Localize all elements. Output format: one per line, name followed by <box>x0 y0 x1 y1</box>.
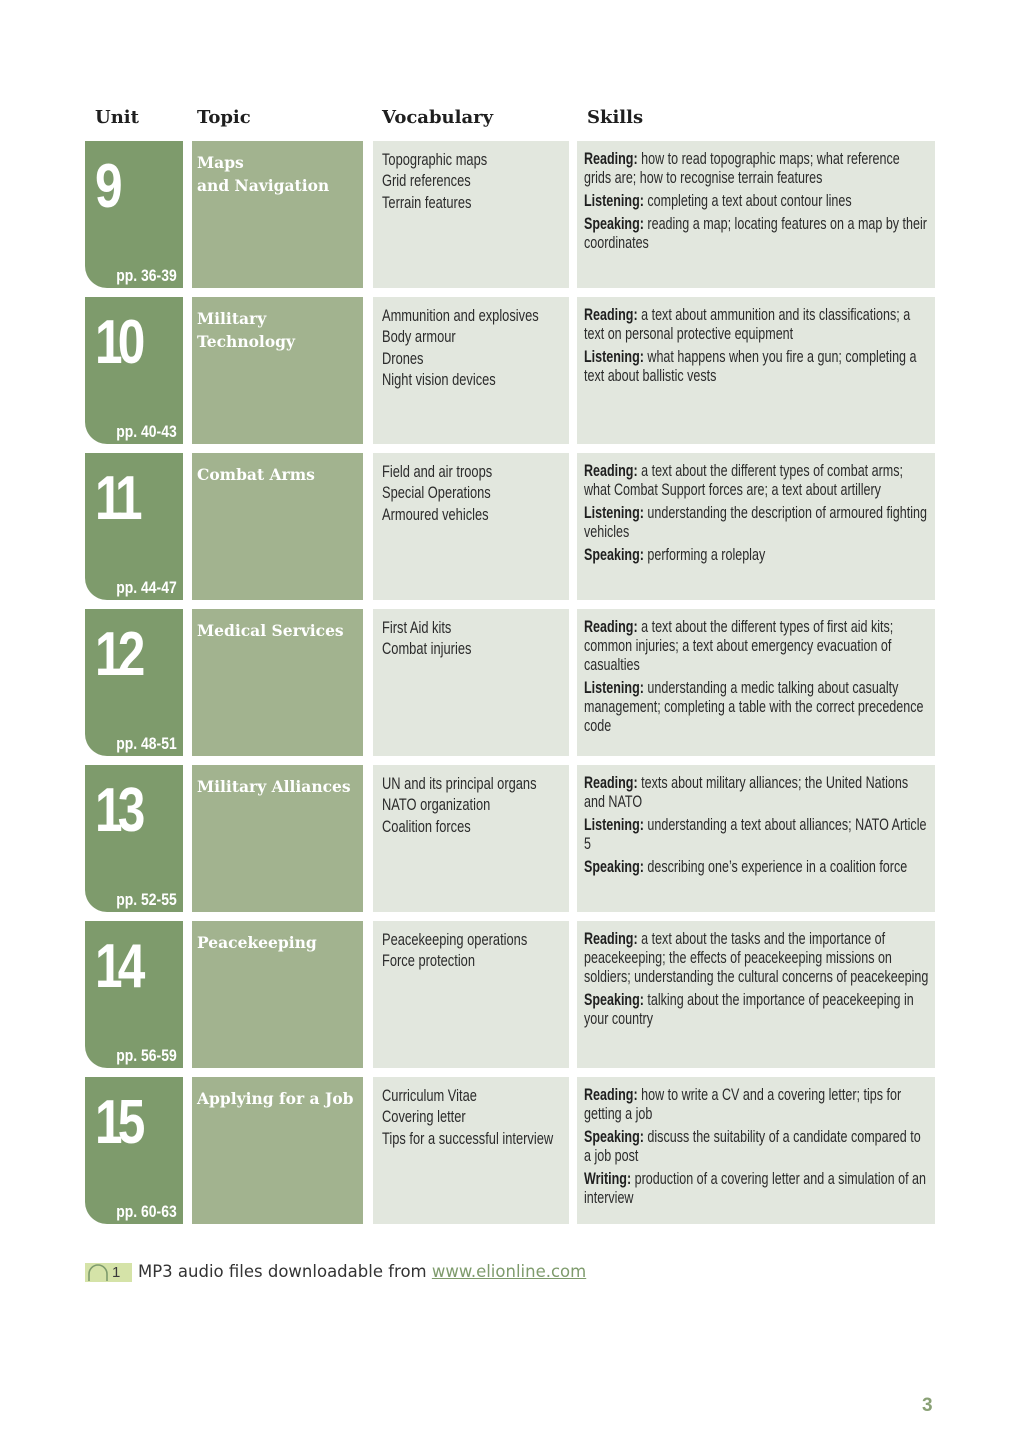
skills-cell <box>577 765 935 912</box>
unit-pages: pp. 36-39 <box>116 266 177 285</box>
topic-title: Maps and Navigation <box>197 153 330 195</box>
topic-cell <box>192 141 363 288</box>
skill-entry <box>584 215 929 253</box>
header-unit: Unit <box>95 107 139 128</box>
skill-entry <box>584 618 929 675</box>
vocabulary-item: Topographic maps <box>382 151 488 169</box>
unit-number: 12 <box>95 620 141 689</box>
audio-note-text: MP3 audio files downloadable from <box>138 1262 432 1281</box>
skills-list <box>584 306 929 390</box>
skill-entry <box>584 774 929 812</box>
header-skills: Skills <box>587 107 644 128</box>
unit-box <box>85 609 183 756</box>
vocabulary-item: Drones <box>382 349 424 368</box>
skill-label: Speaking: <box>584 858 644 876</box>
vocabulary-item: Force protection <box>382 952 476 971</box>
skill-entry <box>584 816 929 854</box>
vocabulary-item: Tips for a successful interview <box>382 1129 554 1148</box>
skill-text: understanding a medic talking about casualty management; completing a table with the correct precedence code <box>584 679 924 735</box>
skill-label: Listening: <box>584 348 644 366</box>
skill-label: Speaking: <box>584 991 644 1009</box>
skill-label: Speaking: <box>584 1128 644 1146</box>
skill-entry <box>584 306 929 344</box>
topic-title: Combat Arms <box>197 465 315 484</box>
topic-cell <box>192 297 363 444</box>
skill-text: discuss the suitability of a candidate compared to a job post <box>584 1128 921 1165</box>
vocabulary-item: Grid references <box>382 172 471 191</box>
unit-number: 9 <box>95 152 118 221</box>
vocabulary-item: Covering letter <box>382 1108 466 1127</box>
skill-label: Reading: <box>584 150 638 168</box>
skill-entry <box>584 1086 929 1124</box>
unit-row <box>85 609 935 756</box>
vocabulary-item: Special Operations <box>382 484 491 503</box>
vocabulary-cell <box>373 297 569 444</box>
unit-number: 10 <box>95 308 141 377</box>
skill-text: understanding the description of armoured fighting vehicles <box>584 504 927 541</box>
skills-list <box>584 774 929 881</box>
vocabulary-list <box>382 306 569 391</box>
audio-badge <box>85 1263 132 1282</box>
skill-text: a text about ammunition and its classifications; a text on personal protective equipment <box>584 306 911 343</box>
skill-label: Reading: <box>584 462 638 480</box>
skill-entry <box>584 930 929 987</box>
skills-cell <box>577 1077 935 1224</box>
skill-text: how to write a CV and a covering letter; tips for getting a job <box>584 1086 902 1123</box>
vocabulary-item: Curriculum Vitae <box>382 1087 477 1105</box>
unit-box <box>85 453 183 600</box>
skill-text: what happens when you fire a gun; completing a text about ballistic vests <box>584 348 917 385</box>
unit-pages: pp. 48-51 <box>116 734 177 753</box>
skill-text: production of a covering letter and a simulation of an interview <box>584 1170 926 1207</box>
vocabulary-item: UN and its principal organs <box>382 775 537 793</box>
vocabulary-item: First Aid kits <box>382 619 452 637</box>
skill-text: understanding a text about alliances; NATO Article 5 <box>584 816 927 853</box>
skill-label: Reading: <box>584 1086 638 1104</box>
unit-row <box>85 141 935 288</box>
skills-list <box>584 462 929 569</box>
unit-pages: pp. 44-47 <box>116 578 177 597</box>
vocabulary-item: Body armour <box>382 328 456 347</box>
skill-text: talking about the importance of peacekeeping in your country <box>584 991 914 1028</box>
unit-box <box>85 765 183 912</box>
skill-entry <box>584 679 929 736</box>
vocabulary-item: Field and air troops <box>382 463 493 481</box>
topic-cell <box>192 1077 363 1224</box>
audio-track-number: 1 <box>112 1264 121 1281</box>
skill-text: completing a text about contour lines <box>643 192 852 210</box>
header-vocabulary: Vocabulary <box>382 107 494 128</box>
skills-cell <box>577 141 935 288</box>
skill-text: performing a roleplay <box>643 546 766 564</box>
skill-entry <box>584 858 929 877</box>
unit-pages: pp. 56-59 <box>116 1046 177 1065</box>
page-number: 3 <box>922 1395 933 1416</box>
unit-row <box>85 765 935 912</box>
unit-pages: pp. 52-55 <box>116 890 177 909</box>
unit-number: 11 <box>95 464 138 533</box>
vocabulary-item: Armoured vehicles <box>382 505 489 524</box>
skill-text: a text about the different types of first aid kits; common injuries; a text about emergency evacuation of casualties <box>584 618 894 674</box>
unit-number: 15 <box>95 1088 141 1157</box>
unit-number: 13 <box>95 776 141 845</box>
skill-entry <box>584 348 929 386</box>
skill-label: Reading: <box>584 930 638 948</box>
skills-cell <box>577 297 935 444</box>
topic-cell <box>192 765 363 912</box>
skill-entry <box>584 991 929 1029</box>
vocabulary-list <box>382 1086 569 1150</box>
vocabulary-cell <box>373 453 569 600</box>
vocabulary-cell <box>373 609 569 756</box>
skill-text: a text about the tasks and the importance of peacekeeping; the effects of peacekeeping missions on soldiers; understanding the cultural concerns of peacekeeping <box>584 930 929 986</box>
vocabulary-item: Night vision devices <box>382 370 496 389</box>
skill-label: Listening: <box>584 816 644 834</box>
unit-row <box>85 297 935 444</box>
skills-list <box>584 930 929 1033</box>
skills-list <box>584 150 929 257</box>
unit-row <box>85 1077 935 1224</box>
skill-text: describing one’s experience in a coalition force <box>643 858 908 876</box>
unit-pages: pp. 40-43 <box>116 422 177 441</box>
skill-text: reading a map; locating features on a map by their coordinates <box>584 215 927 252</box>
skill-entry <box>584 546 929 565</box>
vocabulary-item: Terrain features <box>382 193 472 212</box>
vocabulary-list <box>382 150 569 214</box>
topic-cell <box>192 453 363 600</box>
vocabulary-list <box>382 774 569 838</box>
topic-title: Military Alliances <box>197 777 351 796</box>
unit-box <box>85 297 183 444</box>
skill-entry <box>584 192 929 211</box>
vocabulary-cell <box>373 141 569 288</box>
skills-list <box>584 1086 929 1212</box>
unit-row <box>85 921 935 1068</box>
vocabulary-item: Ammunition and explosives <box>382 307 539 325</box>
skills-cell <box>577 453 935 600</box>
skill-label: Listening: <box>584 679 644 697</box>
skill-label: Reading: <box>584 774 638 792</box>
unit-row <box>85 453 935 600</box>
skill-label: Reading: <box>584 306 638 324</box>
skills-cell <box>577 921 935 1068</box>
unit-box <box>85 141 183 288</box>
vocabulary-item: Combat injuries <box>382 640 472 659</box>
vocabulary-item: NATO organization <box>382 796 491 815</box>
skill-label: Writing: <box>584 1170 632 1188</box>
skill-entry <box>584 462 929 500</box>
vocabulary-list <box>382 618 569 661</box>
skill-label: Speaking: <box>584 215 644 233</box>
vocabulary-item: Peacekeeping operations <box>382 931 528 949</box>
skill-entry <box>584 504 929 542</box>
vocabulary-cell <box>373 765 569 912</box>
header-topic: Topic <box>197 107 251 128</box>
skill-entry <box>584 1128 929 1166</box>
skill-label: Listening: <box>584 504 644 522</box>
vocabulary-list <box>382 462 569 526</box>
skill-text: a text about the different types of combat arms; what Combat Support forces are; a text about artillery <box>584 462 903 499</box>
unit-number: 14 <box>95 932 141 1001</box>
topic-cell <box>192 921 363 1068</box>
vocabulary-item: Coalition forces <box>382 817 471 836</box>
website-link[interactable]: www.elionline.com <box>431 1262 587 1281</box>
skill-entry <box>584 1170 929 1208</box>
vocabulary-list <box>382 930 569 973</box>
topic-title: Military Technology <box>197 309 296 351</box>
vocabulary-cell <box>373 921 569 1068</box>
skill-label: Listening: <box>584 192 644 210</box>
skill-label: Speaking: <box>584 546 644 564</box>
skill-label: Reading: <box>584 618 638 636</box>
unit-pages: pp. 60-63 <box>116 1202 177 1221</box>
topic-cell <box>192 609 363 756</box>
topic-title: Applying for a Job <box>197 1089 354 1108</box>
skills-cell <box>577 609 935 756</box>
skill-text: how to read topographic maps; what reference grids are; how to recognise terrain features <box>584 150 900 187</box>
skills-list <box>584 618 929 740</box>
topic-title: Peacekeeping <box>197 933 317 952</box>
topic-title: Medical Services <box>197 621 344 640</box>
vocabulary-cell <box>373 1077 569 1224</box>
unit-box <box>85 1077 183 1224</box>
skill-entry <box>584 150 929 188</box>
skill-text: texts about military alliances; the United Nations and NATO <box>584 774 909 811</box>
unit-box <box>85 921 183 1068</box>
